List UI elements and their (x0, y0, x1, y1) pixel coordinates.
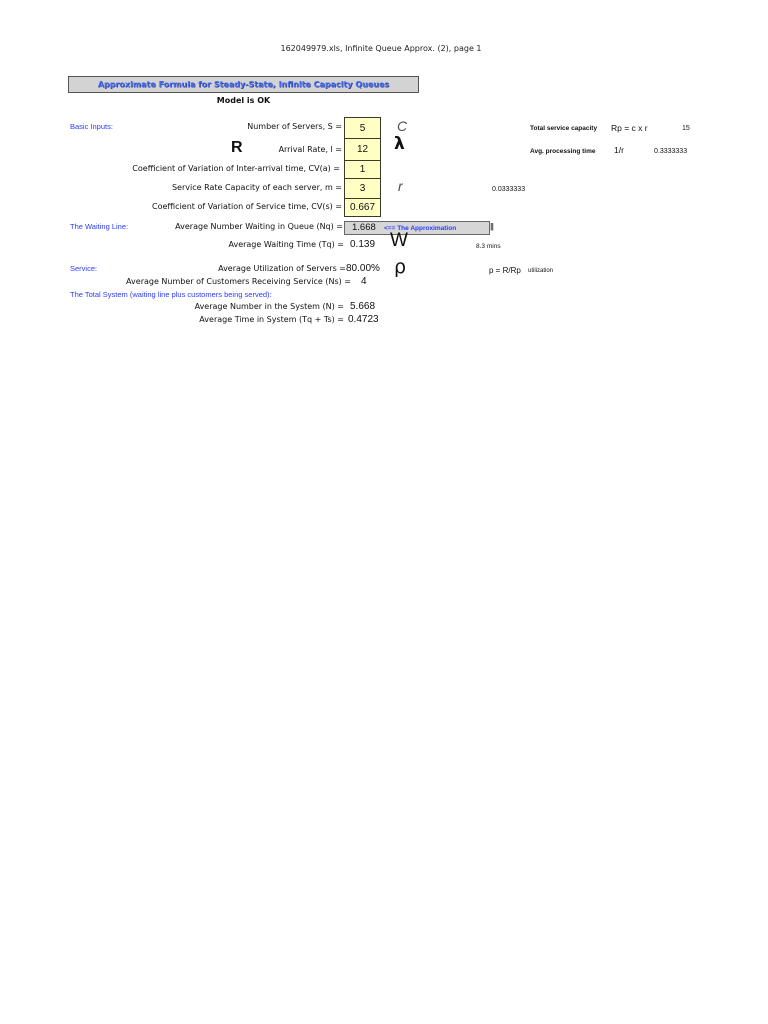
utilization-label: Average Utilization of Servers = (218, 264, 346, 273)
basic-inputs-heading: Basic Inputs: (70, 122, 113, 131)
waiting-time-label: Average Waiting Time (Tq) = (228, 240, 344, 249)
cv-service-value: 0.667 (349, 202, 376, 213)
utilization-value: 80.00% (346, 263, 380, 274)
processing-time-label: Avg. processing time (530, 148, 596, 155)
service-rate-aside: 0.0333333 (492, 186, 526, 193)
system-number-label: Average Number in the System (N) = (194, 302, 344, 311)
title-banner (68, 76, 419, 93)
waiting-time-aside: 8.3 mins (476, 243, 501, 250)
queue-length-label: Average Number Waiting in Queue (Nq) = (175, 222, 343, 231)
arrival-left-symbol: R (231, 139, 243, 156)
queue-length-result (344, 221, 490, 235)
cv-service-label: Coefficient of Variation of Service time, CV(s) = (152, 202, 342, 211)
servers-cell (345, 118, 380, 139)
system-time-value: 0.4723 (348, 314, 379, 325)
page-header: 162049979.xls, Infinite Queue Approx. (2), page 1 (280, 44, 482, 53)
service-rate-value: 3 (359, 183, 366, 194)
servers-value: 5 (359, 122, 366, 134)
arrival-rate-value: 12 (356, 144, 369, 155)
total-capacity-label: Total service capacity (530, 125, 598, 132)
service-heading: Service: (70, 264, 98, 273)
cv-service-cell (345, 199, 380, 217)
processing-time-formula: 1/r (614, 145, 624, 155)
arrival-rate-label: Arrival Rate, l = (278, 145, 342, 154)
total-capacity-formula: Rp = c x r (611, 123, 648, 133)
total-capacity-value: 15 (682, 125, 690, 132)
in-service-value: 4 (361, 276, 367, 287)
utilization-aside: utilization (528, 268, 554, 274)
sheet-title: Approximate Formula for Steady-State, Infinite Capacity Queues (97, 80, 390, 89)
service-rate-symbol: r (398, 178, 403, 194)
cv-arrival-cell (345, 161, 380, 179)
waiting-time-value: 0.139 (350, 239, 376, 250)
utilization-formula: p = R/Rp (489, 266, 521, 275)
queue-length-value: 1.668 (352, 222, 376, 233)
processing-time-value: 0.3333333 (654, 148, 688, 155)
arrival-rate-symbol: λ (394, 134, 405, 154)
in-service-label: Average Number of Customers Receiving Service (Ns) = (126, 277, 351, 286)
system-time-label: Average Time in System (Tq + Ts) = (199, 315, 344, 324)
approximation-note: <== The Approximation (384, 225, 457, 232)
input-cells (344, 117, 381, 217)
utilization-symbol: ρ (394, 256, 407, 278)
servers-label: Number of Servers, S = (247, 122, 342, 131)
arrival-rate-cell (345, 139, 380, 161)
cv-arrival-label: Coefficient of Variation of Inter-arrival time, CV(a) = (132, 164, 340, 173)
service-rate-label: Service Rate Capacity of each server, m = (171, 183, 342, 192)
model-status: Model is OK (216, 96, 271, 105)
servers-symbol: C (397, 118, 408, 134)
service-rate-cell (345, 179, 380, 199)
system-number-value: 5.668 (350, 301, 376, 312)
waiting-time-symbol: W (390, 230, 408, 251)
waiting-line-heading: The Waiting Line: (70, 222, 129, 231)
total-system-heading: The Total System (waiting line plus customers being served): (70, 290, 272, 299)
cv-arrival-value: 1 (359, 164, 366, 175)
queue-length-symbol: ǁ (490, 222, 494, 231)
